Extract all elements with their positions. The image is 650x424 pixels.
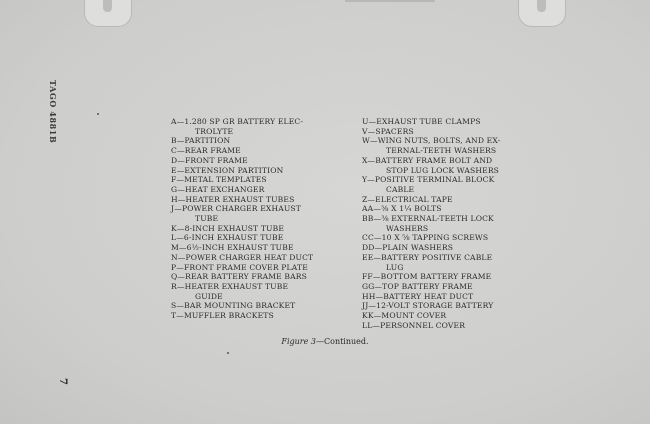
legend-item: [362, 233, 520, 243]
legend-column-right: [362, 117, 520, 330]
legend-item-text: LL—PERSONNEL COVER: [362, 320, 466, 330]
legend-item-continuation: TROLYTE: [195, 126, 234, 136]
legend-item-text: C—REAR FRAME: [171, 146, 241, 156]
legend-item: [171, 263, 347, 273]
page-number: 7: [57, 378, 68, 385]
legend-item: [171, 204, 347, 223]
legend-item: [362, 156, 520, 175]
figure-label: Figure 3: [281, 337, 316, 346]
legend-item: [171, 224, 347, 234]
legend-item: [171, 243, 347, 253]
legend-item-text: D—FRONT FRAME: [171, 155, 248, 165]
legend-item: [171, 233, 347, 243]
legend-item-text: Q—REAR BATTERY FRAME BARS: [171, 272, 308, 282]
legend-item: [362, 292, 520, 302]
binder-post: [537, 0, 546, 12]
legend-item-continuation: TUBE: [195, 214, 219, 224]
legend-item: [171, 136, 347, 146]
legend-item: [171, 272, 347, 282]
legend-item-text: L—6-INCH EXHAUST TUBE: [171, 233, 284, 243]
legend-item: [171, 253, 347, 263]
legend-item: [171, 185, 347, 195]
legend-item: [171, 156, 347, 166]
legend-item-text: E—EXTENSION PARTITION: [171, 165, 284, 175]
legend-item-text: J—POWER CHARGER EXHAUST: [171, 204, 301, 214]
legend-item-text: JJ—12-VOLT STORAGE BATTERY: [362, 301, 494, 311]
legend-item: [171, 166, 347, 176]
legend-item: [171, 282, 347, 301]
legend-item-text: EE—BATTERY POSITIVE CABLE: [362, 252, 493, 262]
legend-item: [362, 136, 520, 155]
binder-post: [103, 0, 112, 12]
legend-item-text: F—METAL TEMPLATES: [171, 175, 267, 185]
legend-item-text: Y—POSITIVE TERMINAL BLOCK: [362, 175, 495, 185]
legend-item: [362, 243, 520, 253]
legend-item-text: P—FRONT FRAME COVER PLATE: [171, 262, 308, 272]
legend-item-continuation: STOP LUG LOCK WASHERS: [386, 165, 500, 175]
legend-item: [362, 311, 520, 321]
page-edge-mark: [345, 0, 435, 2]
legend-item: [362, 175, 520, 194]
legend-item-continuation: WASHERS: [386, 223, 429, 233]
legend-item: [362, 214, 520, 233]
legend-item-text: H—HEATER EXHAUST TUBES: [171, 194, 295, 204]
speck: [97, 113, 99, 115]
legend-item: [362, 253, 520, 272]
legend-item-text: M—6½-INCH EXHAUST TUBE: [171, 243, 294, 253]
legend-item-text: V—SPACERS: [362, 126, 414, 136]
legend-item-text: Z—ELECTRICAL TAPE: [362, 194, 453, 204]
legend-item: [362, 301, 520, 311]
legend-item-text: U—EXHAUST TUBE CLAMPS: [362, 117, 481, 126]
binder-tab-left: [84, 0, 132, 27]
legend-item: [171, 195, 347, 205]
legend-item-text: KK—MOUNT COVER: [362, 311, 447, 321]
legend-item-text: W—WING NUTS, BOLTS, AND EX-: [362, 136, 501, 146]
legend-item: [171, 175, 347, 185]
legend-item: [362, 127, 520, 137]
legend-item-continuation: TERNAL-TEETH WASHERS: [386, 146, 497, 156]
legend-item-text: N—POWER CHARGER HEAT DUCT: [171, 252, 314, 262]
legend-item: [362, 282, 520, 292]
legend-column-left: [171, 117, 347, 321]
legend-item-text: DD—PLAIN WASHERS: [362, 243, 454, 253]
legend-item: [362, 117, 520, 127]
legend-item-text: AA—⅜ X 1¼ BOLTS: [362, 204, 442, 214]
legend-item-text: HH—BATTERY HEAT DUCT: [362, 291, 474, 301]
legend-item-text: K—8-INCH EXHAUST TUBE: [171, 223, 285, 233]
legend-item: [362, 195, 520, 205]
legend-item: [171, 311, 347, 321]
legend-item: [362, 204, 520, 214]
legend-item-continuation: CABLE: [386, 184, 415, 194]
legend-item-text: R—HEATER EXHAUST TUBE: [171, 281, 289, 291]
legend-item-text: A—1.280 SP GR BATTERY ELEC-: [171, 117, 304, 126]
binder-tab-right: [518, 0, 566, 27]
legend-item-text: S—BAR MOUNTING BRACKET: [171, 301, 296, 311]
legend-item-text: GG—TOP BATTERY FRAME: [362, 281, 473, 291]
legend-item: [171, 146, 347, 156]
legend-item-continuation: GUIDE: [195, 291, 223, 301]
legend-item: [171, 117, 347, 136]
legend-item-text: G—HEAT EXCHANGER: [171, 184, 265, 194]
legend-item-text: X—BATTERY FRAME BOLT AND: [362, 155, 493, 165]
legend-item: [362, 321, 520, 331]
legend-item-text: BB—⅜ EXTERNAL-TEETH LOCK: [362, 214, 494, 224]
document-code: TAGO 4881B: [48, 80, 58, 144]
legend-item-text: CC—10 X ⅝ TAPPING SCREWS: [362, 233, 489, 243]
figure-caption-text: —Continued.: [316, 337, 369, 346]
speck: [227, 352, 229, 354]
legend-item: [362, 272, 520, 282]
legend-item: [171, 301, 347, 311]
legend-item-text: B—PARTITION: [171, 136, 231, 146]
legend-item-text: FF—BOTTOM BATTERY FRAME: [362, 272, 492, 282]
figure-caption: [0, 337, 650, 346]
legend-item-continuation: LUG: [386, 262, 404, 272]
legend-item-text: T—MUFFLER BRACKETS: [171, 311, 274, 321]
